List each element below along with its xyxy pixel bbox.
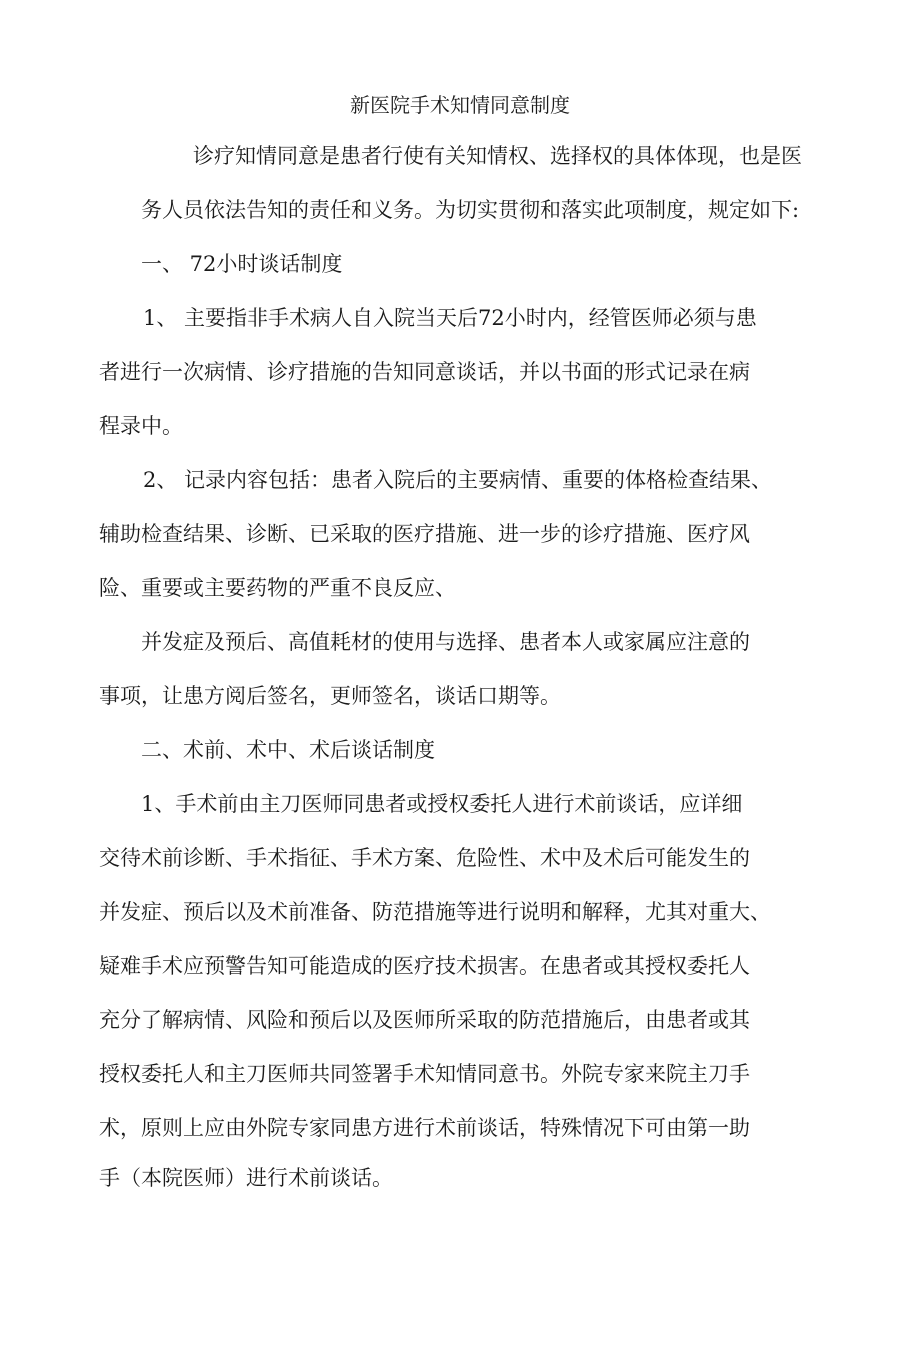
text-line: 疑难手术应预警告知可能造成的医疗技术损害。在患者或其授权委托人 — [99, 954, 750, 978]
section-heading: 一、 72小时谈话制度 — [141, 252, 343, 276]
text-line: 诊疗知情同意是患者行使有关知情权、选择权的具体体现，也是医 — [193, 144, 802, 168]
text-line: 授权委托人和主刀医师共同签署手术知情同意书。外院专家来院主刀手 — [99, 1062, 750, 1086]
text-line: 事项，让患方阅后签名，更师签名，谈话口期等。 — [99, 684, 561, 708]
document-title: 新医院手术知情同意制度 — [350, 93, 570, 117]
text-line: 2、 记录内容包括：患者入院后的主要病情、重要的体格检查结果、 — [143, 468, 773, 492]
text-line: 充分了解病情、风险和预后以及医师所采取的防范措施后，由患者或其 — [99, 1008, 750, 1032]
text-line: 务人员依法告知的责任和义务。为切实贯彻和落实此项制度，规定如下: — [141, 198, 800, 222]
text-line: 手（本院医师）进行术前谈话。 — [99, 1166, 393, 1190]
text-line: 1、手术前由主刀医师同患者或授权委托人进行术前谈话，应详细 — [141, 792, 743, 816]
text-line: 险、重要或主要药物的严重不良反应、 — [99, 576, 456, 600]
text-line: 1、 主要指非手术病人自入院当天后72小时内，经管医师必须与患 — [143, 306, 757, 330]
text-line: 程录中。 — [99, 414, 183, 438]
text-line: 术，原则上应由外院专家同患方进行术前谈话，特殊情况下可由第一助 — [99, 1116, 750, 1140]
text-line: 交待术前诊断、手术指征、手术方案、危险性、术中及术后可能发生的 — [99, 846, 750, 870]
text-line: 并发症、预后以及术前准备、防范措施等进行说明和解释，尤其对重大、 — [99, 900, 771, 924]
text-line: 辅助检查结果、诊断、已采取的医疗措施、进一步的诊疗措施、医疗风 — [99, 522, 750, 546]
section-heading: 二、术前、术中、术后谈话制度 — [141, 738, 435, 762]
text-line: 并发症及预后、高值耗材的使用与选择、患者本人或家属应注意的 — [141, 630, 750, 654]
text-line: 者进行一次病情、诊疗措施的告知同意谈话，并以书面的形式记录在病 — [99, 360, 750, 384]
